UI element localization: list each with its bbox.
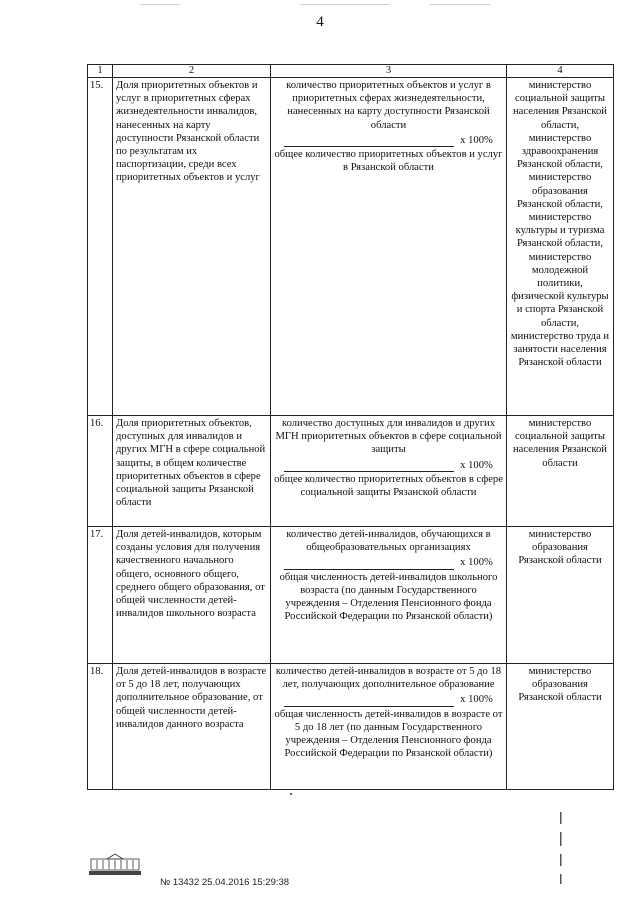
- registration-stamp: № 13432 25.04.2016 15:29:38: [160, 877, 290, 888]
- table-header-row: [88, 65, 614, 78]
- indicator-name: Доля детей-инвалидов, которым созданы условия для получения качественного начального общего, основного общего, среднего общего образования, от общей численности детей-инвалидов школьного возраста: [113, 527, 271, 664]
- scan-artifact: [430, 4, 490, 5]
- indicator-name: Доля приоритетных объектов, доступных для инвалидов и других МГН в сфере социальной защиты, в общем количестве приоритетных объектов в сфере социальной защиты Рязанской области: [113, 416, 271, 527]
- column-header: 4: [507, 65, 614, 78]
- margin-marks: [560, 812, 562, 892]
- row-number: 18.: [88, 664, 113, 790]
- formula-numerator: количество доступных для инвалидов и других МГН приоритетных объектов в сфере социальной защиты: [275, 418, 502, 456]
- row-number: 17.: [88, 527, 113, 664]
- formula-multiplier: x 100%: [460, 694, 493, 706]
- indicator-name: Доля детей-инвалидов в возрасте от 5 до 18 лет, получающих дополнительное образование, от общей численности детей-инвалидов данного возраста: [113, 664, 271, 790]
- table-row: [88, 416, 614, 527]
- scan-dot: [290, 793, 292, 795]
- table-row: [88, 527, 614, 664]
- row-number: 16.: [88, 416, 113, 527]
- formula-multiplier: x 100%: [460, 134, 493, 146]
- responsible-bodies: министерство образования Рязанской области: [507, 664, 614, 790]
- formula-denominator: общая численность детей-инвалидов в возрасте от 5 до 18 лет (по данным Государственного учреждения – Отделения Пенсионного фонда Российской Федерации по Рязанской области): [274, 708, 503, 760]
- column-header: 2: [113, 65, 271, 78]
- table-row: [88, 664, 614, 790]
- scan-artifact: [140, 4, 180, 5]
- formula-numerator: количество приоритетных объектов и услуг в приоритетных сферах жизнедеятельности, нанесенных на карту доступности Рязанской области: [286, 80, 491, 131]
- column-header: 1: [88, 65, 113, 78]
- formula-multiplier: x 100%: [460, 459, 493, 471]
- calculation-formula: [271, 664, 507, 790]
- formula-denominator: общая численность детей-инвалидов школьного возраста (по данным Государственного учреждения – Отделения Пенсионного фонда Российской Федерации по Рязанской области): [279, 571, 498, 623]
- column-header: 3: [271, 65, 507, 78]
- formula-denominator: общее количество приоритетных объектов и услуг в Рязанской области: [274, 149, 503, 174]
- formula-denominator: общее количество приоритетных объектов в сфере социальной защиты Рязанской области: [274, 473, 503, 499]
- calculation-formula: [271, 416, 507, 527]
- formula-multiplier: x 100%: [460, 557, 493, 569]
- calculation-formula: [271, 527, 507, 664]
- scan-artifact: [300, 4, 390, 5]
- responsible-bodies: министерство социальной защиты населения Рязанской области: [507, 416, 614, 527]
- formula-numerator: количество детей-инвалидов, обучающихся в общеобразовательных организациях: [286, 529, 491, 554]
- table-row: [88, 78, 614, 416]
- responsible-bodies: министерство социальной защиты населения Рязанской области, министерство здравоохранения Рязанской области, министерство образования Рязанской области, министерство культуры и туризма Рязанской области, министерство молодежной политики, физической культуры и спорта Рязанской области, министерство труда и занятости населения Рязанской области: [507, 78, 614, 416]
- formula-numerator: количество детей-инвалидов в возрасте от 5 до 18 лет, получающих дополнительное образование: [275, 666, 502, 691]
- page-number: 4: [316, 14, 324, 30]
- registry-building-icon: [87, 853, 143, 877]
- row-number: 15.: [88, 78, 113, 416]
- indicator-name: Доля приоритетных объектов и услуг в приоритетных сферах жизнедеятельности инвалидов, нанесенных на карту доступности Рязанской области по результатам их паспортизации, среди всех приоритетных объектов и услуг: [113, 78, 271, 416]
- responsible-bodies: министерство образования Рязанской области: [507, 527, 614, 664]
- calculation-formula: [271, 78, 507, 416]
- indicators-table: [87, 64, 614, 790]
